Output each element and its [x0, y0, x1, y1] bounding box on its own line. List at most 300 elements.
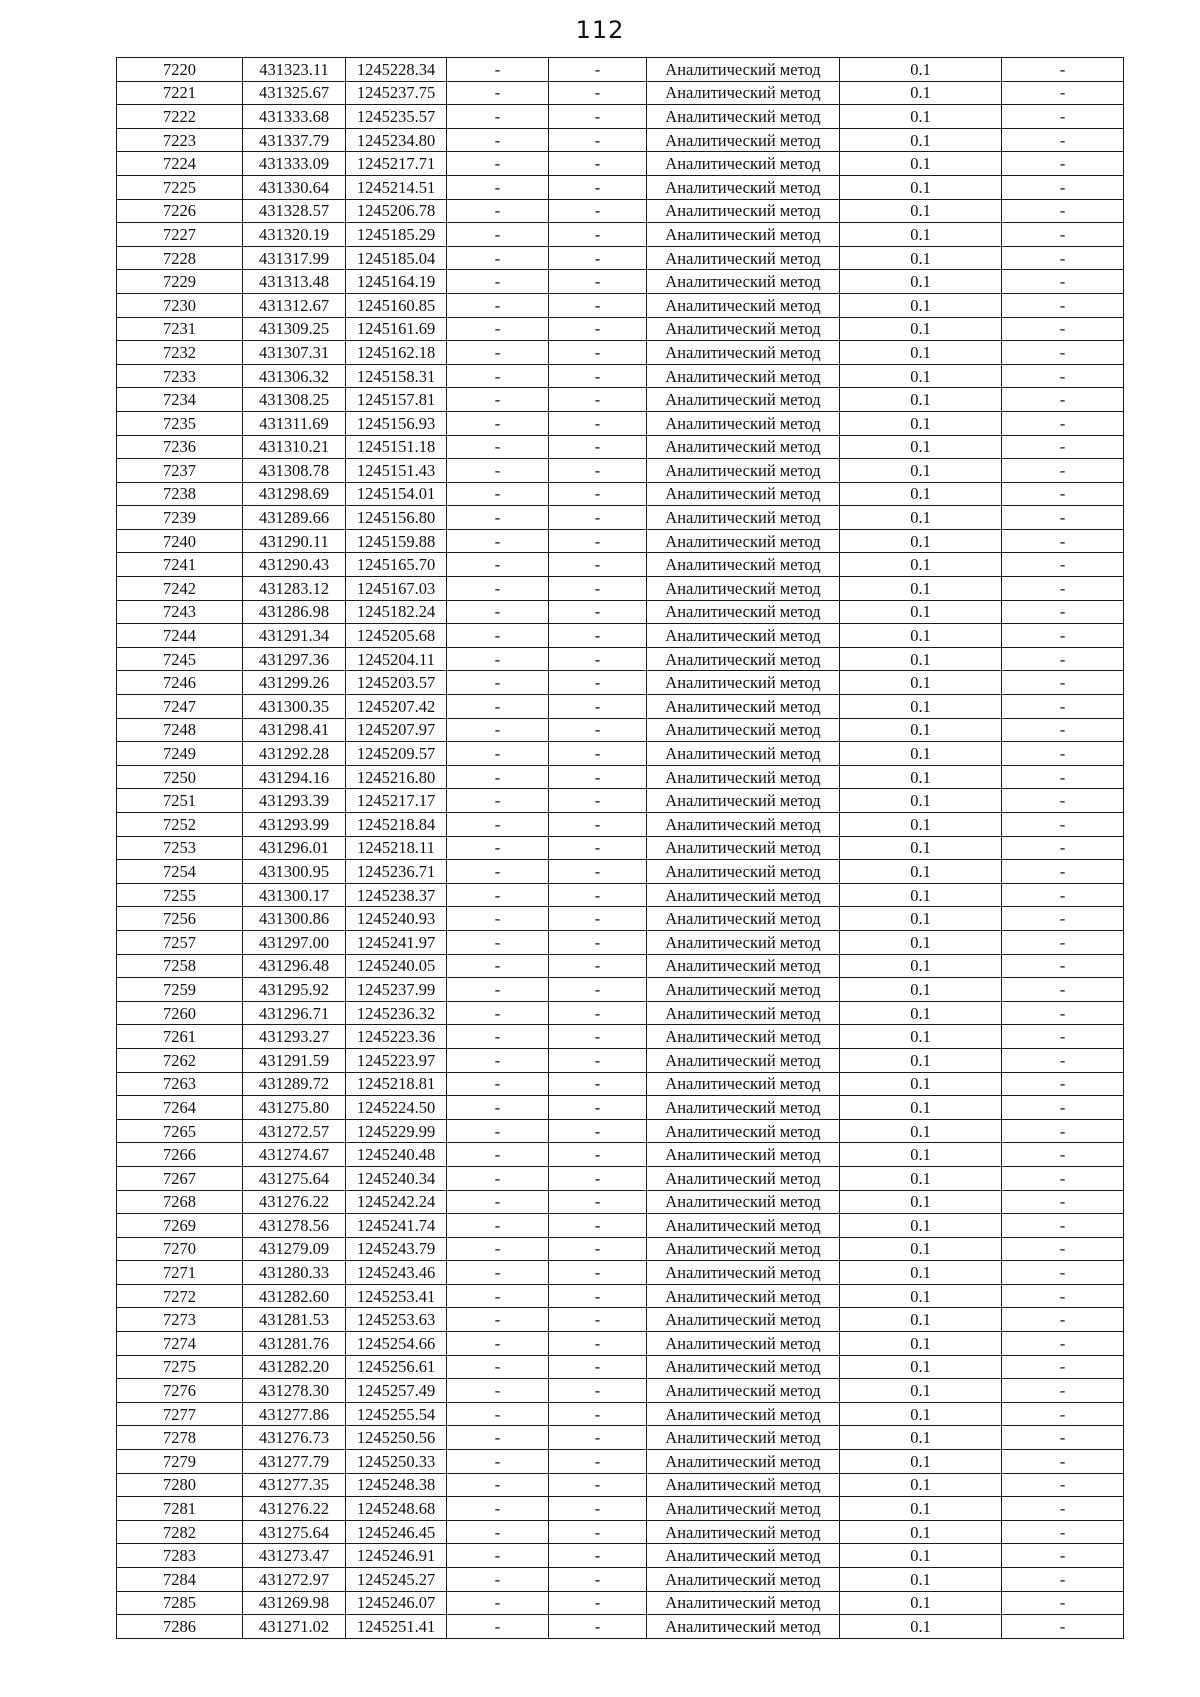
cell-col8: -	[1002, 1048, 1124, 1072]
cell-method: Аналитический метод	[647, 1119, 840, 1143]
cell-y: 1245241.97	[346, 930, 447, 954]
cell-y: 1245240.34	[346, 1166, 447, 1190]
cell-point: 7251	[117, 789, 243, 813]
cell-col4: -	[447, 1214, 549, 1238]
cell-x: 431337.79	[243, 128, 346, 152]
cell-x: 431296.01	[243, 836, 346, 860]
cell-y: 1245209.57	[346, 742, 447, 766]
table-row	[117, 1308, 1124, 1332]
cell-point: 7272	[117, 1284, 243, 1308]
cell-col4: -	[447, 1520, 549, 1544]
cell-accuracy: 0.1	[840, 860, 1002, 884]
cell-col4: -	[447, 718, 549, 742]
cell-x: 431269.98	[243, 1591, 346, 1615]
cell-accuracy: 0.1	[840, 1379, 1002, 1403]
cell-col8: -	[1002, 1190, 1124, 1214]
cell-col4: -	[447, 293, 549, 317]
cell-y: 1245204.11	[346, 647, 447, 671]
cell-y: 1245217.71	[346, 152, 447, 176]
cell-y: 1245256.61	[346, 1355, 447, 1379]
cell-col4: -	[447, 1166, 549, 1190]
cell-x: 431333.09	[243, 152, 346, 176]
cell-col5: -	[549, 1072, 647, 1096]
cell-accuracy: 0.1	[840, 1072, 1002, 1096]
cell-point: 7225	[117, 175, 243, 199]
table-row	[117, 506, 1124, 530]
table-row	[117, 1568, 1124, 1592]
cell-col8: -	[1002, 1450, 1124, 1474]
cell-col8: -	[1002, 459, 1124, 483]
cell-accuracy: 0.1	[840, 1615, 1002, 1639]
cell-y: 1245162.18	[346, 341, 447, 365]
cell-col5: -	[549, 978, 647, 1002]
cell-col5: -	[549, 128, 647, 152]
cell-point: 7242	[117, 577, 243, 601]
cell-col8: -	[1002, 270, 1124, 294]
cell-point: 7221	[117, 81, 243, 105]
cell-point: 7280	[117, 1473, 243, 1497]
cell-col8: -	[1002, 1591, 1124, 1615]
table-row	[117, 1402, 1124, 1426]
cell-y: 1245218.84	[346, 813, 447, 837]
cell-accuracy: 0.1	[840, 1450, 1002, 1474]
cell-y: 1245228.34	[346, 58, 447, 82]
table-row	[117, 175, 1124, 199]
cell-col5: -	[549, 1544, 647, 1568]
table-row	[117, 1119, 1124, 1143]
cell-col5: -	[549, 1520, 647, 1544]
cell-x: 431272.57	[243, 1119, 346, 1143]
cell-point: 7239	[117, 506, 243, 530]
cell-col5: -	[549, 836, 647, 860]
cell-accuracy: 0.1	[840, 742, 1002, 766]
cell-col5: -	[549, 553, 647, 577]
cell-method: Аналитический метод	[647, 1284, 840, 1308]
cell-method: Аналитический метод	[647, 789, 840, 813]
table-row	[117, 128, 1124, 152]
cell-method: Аналитический метод	[647, 1497, 840, 1521]
cell-y: 1245164.19	[346, 270, 447, 294]
cell-x: 431313.48	[243, 270, 346, 294]
cell-point: 7250	[117, 765, 243, 789]
cell-col5: -	[549, 1119, 647, 1143]
cell-point: 7244	[117, 624, 243, 648]
table-row	[117, 1520, 1124, 1544]
cell-col4: -	[447, 364, 549, 388]
cell-col5: -	[549, 1237, 647, 1261]
cell-accuracy: 0.1	[840, 1402, 1002, 1426]
cell-col8: -	[1002, 1214, 1124, 1238]
cell-accuracy: 0.1	[840, 175, 1002, 199]
cell-col5: -	[549, 1048, 647, 1072]
table-row	[117, 1048, 1124, 1072]
cell-y: 1245182.24	[346, 600, 447, 624]
cell-point: 7273	[117, 1308, 243, 1332]
cell-col8: -	[1002, 317, 1124, 341]
cell-col8: -	[1002, 388, 1124, 412]
cell-x: 431328.57	[243, 199, 346, 223]
cell-col8: -	[1002, 930, 1124, 954]
cell-point: 7231	[117, 317, 243, 341]
cell-col4: -	[447, 647, 549, 671]
cell-x: 431309.25	[243, 317, 346, 341]
table-row	[117, 1355, 1124, 1379]
cell-point: 7261	[117, 1025, 243, 1049]
cell-col8: -	[1002, 482, 1124, 506]
cell-accuracy: 0.1	[840, 246, 1002, 270]
cell-method: Аналитический метод	[647, 341, 840, 365]
cell-accuracy: 0.1	[840, 813, 1002, 837]
table-row	[117, 1237, 1124, 1261]
cell-x: 431277.79	[243, 1450, 346, 1474]
cell-accuracy: 0.1	[840, 1497, 1002, 1521]
cell-col5: -	[549, 1143, 647, 1167]
cell-x: 431290.43	[243, 553, 346, 577]
cell-col5: -	[549, 883, 647, 907]
cell-x: 431307.31	[243, 341, 346, 365]
cell-y: 1245216.80	[346, 765, 447, 789]
cell-point: 7270	[117, 1237, 243, 1261]
cell-col5: -	[549, 317, 647, 341]
cell-accuracy: 0.1	[840, 624, 1002, 648]
cell-x: 431271.02	[243, 1615, 346, 1639]
cell-point: 7274	[117, 1332, 243, 1356]
table-row	[117, 1166, 1124, 1190]
cell-y: 1245238.37	[346, 883, 447, 907]
cell-col4: -	[447, 1426, 549, 1450]
cell-col5: -	[549, 81, 647, 105]
cell-point: 7271	[117, 1261, 243, 1285]
cell-col4: -	[447, 1143, 549, 1167]
cell-y: 1245218.81	[346, 1072, 447, 1096]
cell-y: 1245241.74	[346, 1214, 447, 1238]
cell-col5: -	[549, 435, 647, 459]
table-row	[117, 883, 1124, 907]
cell-col8: -	[1002, 1520, 1124, 1544]
cell-accuracy: 0.1	[840, 81, 1002, 105]
cell-col4: -	[447, 624, 549, 648]
cell-col4: -	[447, 1119, 549, 1143]
cell-col5: -	[549, 1497, 647, 1521]
cell-point: 7252	[117, 813, 243, 837]
cell-point: 7284	[117, 1568, 243, 1592]
cell-point: 7276	[117, 1379, 243, 1403]
table-row	[117, 58, 1124, 82]
cell-col5: -	[549, 907, 647, 931]
cell-col8: -	[1002, 1143, 1124, 1167]
cell-y: 1245203.57	[346, 671, 447, 695]
cell-method: Аналитический метод	[647, 529, 840, 553]
cell-col8: -	[1002, 529, 1124, 553]
cell-col4: -	[447, 1261, 549, 1285]
cell-accuracy: 0.1	[840, 647, 1002, 671]
cell-accuracy: 0.1	[840, 1284, 1002, 1308]
cell-col8: -	[1002, 246, 1124, 270]
cell-method: Аналитический метод	[647, 742, 840, 766]
cell-col8: -	[1002, 765, 1124, 789]
cell-col5: -	[549, 1450, 647, 1474]
cell-col4: -	[447, 860, 549, 884]
cell-y: 1245157.81	[346, 388, 447, 412]
cell-col8: -	[1002, 1497, 1124, 1521]
cell-col4: -	[447, 317, 549, 341]
cell-point: 7277	[117, 1402, 243, 1426]
table-row	[117, 624, 1124, 648]
cell-y: 1245251.41	[346, 1615, 447, 1639]
table-row	[117, 1284, 1124, 1308]
cell-accuracy: 0.1	[840, 671, 1002, 695]
cell-x: 431308.78	[243, 459, 346, 483]
cell-y: 1245243.46	[346, 1261, 447, 1285]
cell-y: 1245253.41	[346, 1284, 447, 1308]
cell-col8: -	[1002, 1568, 1124, 1592]
cell-accuracy: 0.1	[840, 270, 1002, 294]
cell-x: 431275.64	[243, 1520, 346, 1544]
cell-y: 1245240.93	[346, 907, 447, 931]
cell-y: 1245257.49	[346, 1379, 447, 1403]
cell-accuracy: 0.1	[840, 152, 1002, 176]
cell-x: 431274.67	[243, 1143, 346, 1167]
cell-point: 7268	[117, 1190, 243, 1214]
cell-method: Аналитический метод	[647, 860, 840, 884]
table-row	[117, 789, 1124, 813]
table-row	[117, 317, 1124, 341]
cell-point: 7281	[117, 1497, 243, 1521]
cell-col8: -	[1002, 1001, 1124, 1025]
cell-col8: -	[1002, 647, 1124, 671]
cell-y: 1245156.93	[346, 411, 447, 435]
cell-y: 1245223.36	[346, 1025, 447, 1049]
cell-col5: -	[549, 1591, 647, 1615]
cell-method: Аналитический метод	[647, 624, 840, 648]
cell-method: Аналитический метод	[647, 553, 840, 577]
cell-method: Аналитический метод	[647, 105, 840, 129]
cell-method: Аналитический метод	[647, 1426, 840, 1450]
cell-point: 7260	[117, 1001, 243, 1025]
cell-x: 431310.21	[243, 435, 346, 459]
cell-col5: -	[549, 246, 647, 270]
cell-col8: -	[1002, 81, 1124, 105]
cell-y: 1245250.56	[346, 1426, 447, 1450]
table-row	[117, 553, 1124, 577]
cell-col4: -	[447, 1025, 549, 1049]
cell-accuracy: 0.1	[840, 1048, 1002, 1072]
cell-col4: -	[447, 978, 549, 1002]
cell-x: 431293.27	[243, 1025, 346, 1049]
cell-method: Аналитический метод	[647, 1473, 840, 1497]
cell-accuracy: 0.1	[840, 1214, 1002, 1238]
cell-point: 7266	[117, 1143, 243, 1167]
cell-col8: -	[1002, 600, 1124, 624]
cell-col8: -	[1002, 1261, 1124, 1285]
cell-col5: -	[549, 152, 647, 176]
cell-accuracy: 0.1	[840, 1166, 1002, 1190]
table-row	[117, 1473, 1124, 1497]
cell-accuracy: 0.1	[840, 954, 1002, 978]
cell-col5: -	[549, 860, 647, 884]
cell-y: 1245237.75	[346, 81, 447, 105]
cell-y: 1245255.54	[346, 1402, 447, 1426]
cell-col8: -	[1002, 671, 1124, 695]
cell-point: 7227	[117, 223, 243, 247]
cell-accuracy: 0.1	[840, 695, 1002, 719]
cell-y: 1245167.03	[346, 577, 447, 601]
cell-col5: -	[549, 270, 647, 294]
cell-col8: -	[1002, 1332, 1124, 1356]
cell-point: 7253	[117, 836, 243, 860]
cell-col4: -	[447, 223, 549, 247]
cell-col8: -	[1002, 695, 1124, 719]
table-row	[117, 836, 1124, 860]
cell-col4: -	[447, 506, 549, 530]
cell-x: 431291.34	[243, 624, 346, 648]
cell-x: 431291.59	[243, 1048, 346, 1072]
cell-method: Аналитический метод	[647, 695, 840, 719]
cell-col4: -	[447, 1072, 549, 1096]
cell-col5: -	[549, 624, 647, 648]
cell-col5: -	[549, 1308, 647, 1332]
cell-method: Аналитический метод	[647, 270, 840, 294]
cell-accuracy: 0.1	[840, 553, 1002, 577]
cell-col5: -	[549, 789, 647, 813]
cell-accuracy: 0.1	[840, 482, 1002, 506]
cell-col4: -	[447, 1308, 549, 1332]
cell-x: 431300.17	[243, 883, 346, 907]
cell-col5: -	[549, 175, 647, 199]
cell-y: 1245156.80	[346, 506, 447, 530]
cell-point: 7230	[117, 293, 243, 317]
cell-accuracy: 0.1	[840, 223, 1002, 247]
cell-accuracy: 0.1	[840, 1261, 1002, 1285]
cell-method: Аналитический метод	[647, 718, 840, 742]
table-row	[117, 1025, 1124, 1049]
cell-point: 7282	[117, 1520, 243, 1544]
cell-x: 431295.92	[243, 978, 346, 1002]
cell-col5: -	[549, 695, 647, 719]
cell-col4: -	[447, 553, 549, 577]
cell-col4: -	[447, 388, 549, 412]
cell-col8: -	[1002, 1544, 1124, 1568]
cell-col4: -	[447, 435, 549, 459]
cell-point: 7262	[117, 1048, 243, 1072]
table-row	[117, 930, 1124, 954]
cell-point: 7233	[117, 364, 243, 388]
table-row	[117, 1544, 1124, 1568]
cell-point: 7236	[117, 435, 243, 459]
cell-x: 431275.80	[243, 1096, 346, 1120]
table-row	[117, 1379, 1124, 1403]
cell-accuracy: 0.1	[840, 978, 1002, 1002]
cell-col5: -	[549, 529, 647, 553]
cell-y: 1245245.27	[346, 1568, 447, 1592]
cell-accuracy: 0.1	[840, 411, 1002, 435]
cell-method: Аналитический метод	[647, 1001, 840, 1025]
cell-x: 431282.20	[243, 1355, 346, 1379]
cell-y: 1245185.29	[346, 223, 447, 247]
cell-x: 431306.32	[243, 364, 346, 388]
cell-point: 7279	[117, 1450, 243, 1474]
cell-accuracy: 0.1	[840, 600, 1002, 624]
cell-point: 7246	[117, 671, 243, 695]
cell-method: Аналитический метод	[647, 1615, 840, 1639]
table-row	[117, 954, 1124, 978]
table-row	[117, 907, 1124, 931]
table-row	[117, 105, 1124, 129]
cell-col4: -	[447, 1544, 549, 1568]
cell-x: 431280.33	[243, 1261, 346, 1285]
cell-x: 431277.35	[243, 1473, 346, 1497]
cell-col8: -	[1002, 435, 1124, 459]
cell-col5: -	[549, 105, 647, 129]
cell-method: Аналитический метод	[647, 647, 840, 671]
cell-y: 1245246.45	[346, 1520, 447, 1544]
cell-x: 431281.53	[243, 1308, 346, 1332]
cell-col5: -	[549, 742, 647, 766]
cell-method: Аналитический метод	[647, 1143, 840, 1167]
cell-point: 7226	[117, 199, 243, 223]
cell-col5: -	[549, 765, 647, 789]
cell-col5: -	[549, 671, 647, 695]
cell-col4: -	[447, 246, 549, 270]
cell-y: 1245246.91	[346, 1544, 447, 1568]
cell-point: 7263	[117, 1072, 243, 1096]
cell-y: 1245246.07	[346, 1591, 447, 1615]
cell-method: Аналитический метод	[647, 435, 840, 459]
cell-col4: -	[447, 577, 549, 601]
cell-accuracy: 0.1	[840, 1190, 1002, 1214]
cell-accuracy: 0.1	[840, 199, 1002, 223]
cell-col8: -	[1002, 813, 1124, 837]
cell-method: Аналитический метод	[647, 459, 840, 483]
cell-x: 431298.41	[243, 718, 346, 742]
cell-accuracy: 0.1	[840, 128, 1002, 152]
cell-col4: -	[447, 1096, 549, 1120]
cell-y: 1245185.04	[346, 246, 447, 270]
table-row	[117, 577, 1124, 601]
cell-method: Аналитический метод	[647, 1568, 840, 1592]
cell-y: 1245207.42	[346, 695, 447, 719]
cell-accuracy: 0.1	[840, 1473, 1002, 1497]
cell-x: 431290.11	[243, 529, 346, 553]
cell-x: 431323.11	[243, 58, 346, 82]
cell-x: 431300.86	[243, 907, 346, 931]
cell-accuracy: 0.1	[840, 1001, 1002, 1025]
table-row	[117, 411, 1124, 435]
cell-x: 431281.76	[243, 1332, 346, 1356]
cell-method: Аналитический метод	[647, 671, 840, 695]
cell-accuracy: 0.1	[840, 1332, 1002, 1356]
cell-method: Аналитический метод	[647, 1214, 840, 1238]
cell-x: 431300.35	[243, 695, 346, 719]
cell-method: Аналитический метод	[647, 1166, 840, 1190]
cell-col5: -	[549, 647, 647, 671]
cell-col4: -	[447, 907, 549, 931]
cell-x: 431293.99	[243, 813, 346, 837]
cell-col5: -	[549, 1166, 647, 1190]
cell-col8: -	[1002, 293, 1124, 317]
cell-col4: -	[447, 128, 549, 152]
cell-col4: -	[447, 742, 549, 766]
cell-col8: -	[1002, 1355, 1124, 1379]
cell-method: Аналитический метод	[647, 836, 840, 860]
cell-method: Аналитический метод	[647, 506, 840, 530]
cell-col4: -	[447, 836, 549, 860]
cell-y: 1245223.97	[346, 1048, 447, 1072]
cell-col4: -	[447, 1591, 549, 1615]
cell-x: 431278.56	[243, 1214, 346, 1238]
cell-y: 1245254.66	[346, 1332, 447, 1356]
cell-y: 1245207.97	[346, 718, 447, 742]
